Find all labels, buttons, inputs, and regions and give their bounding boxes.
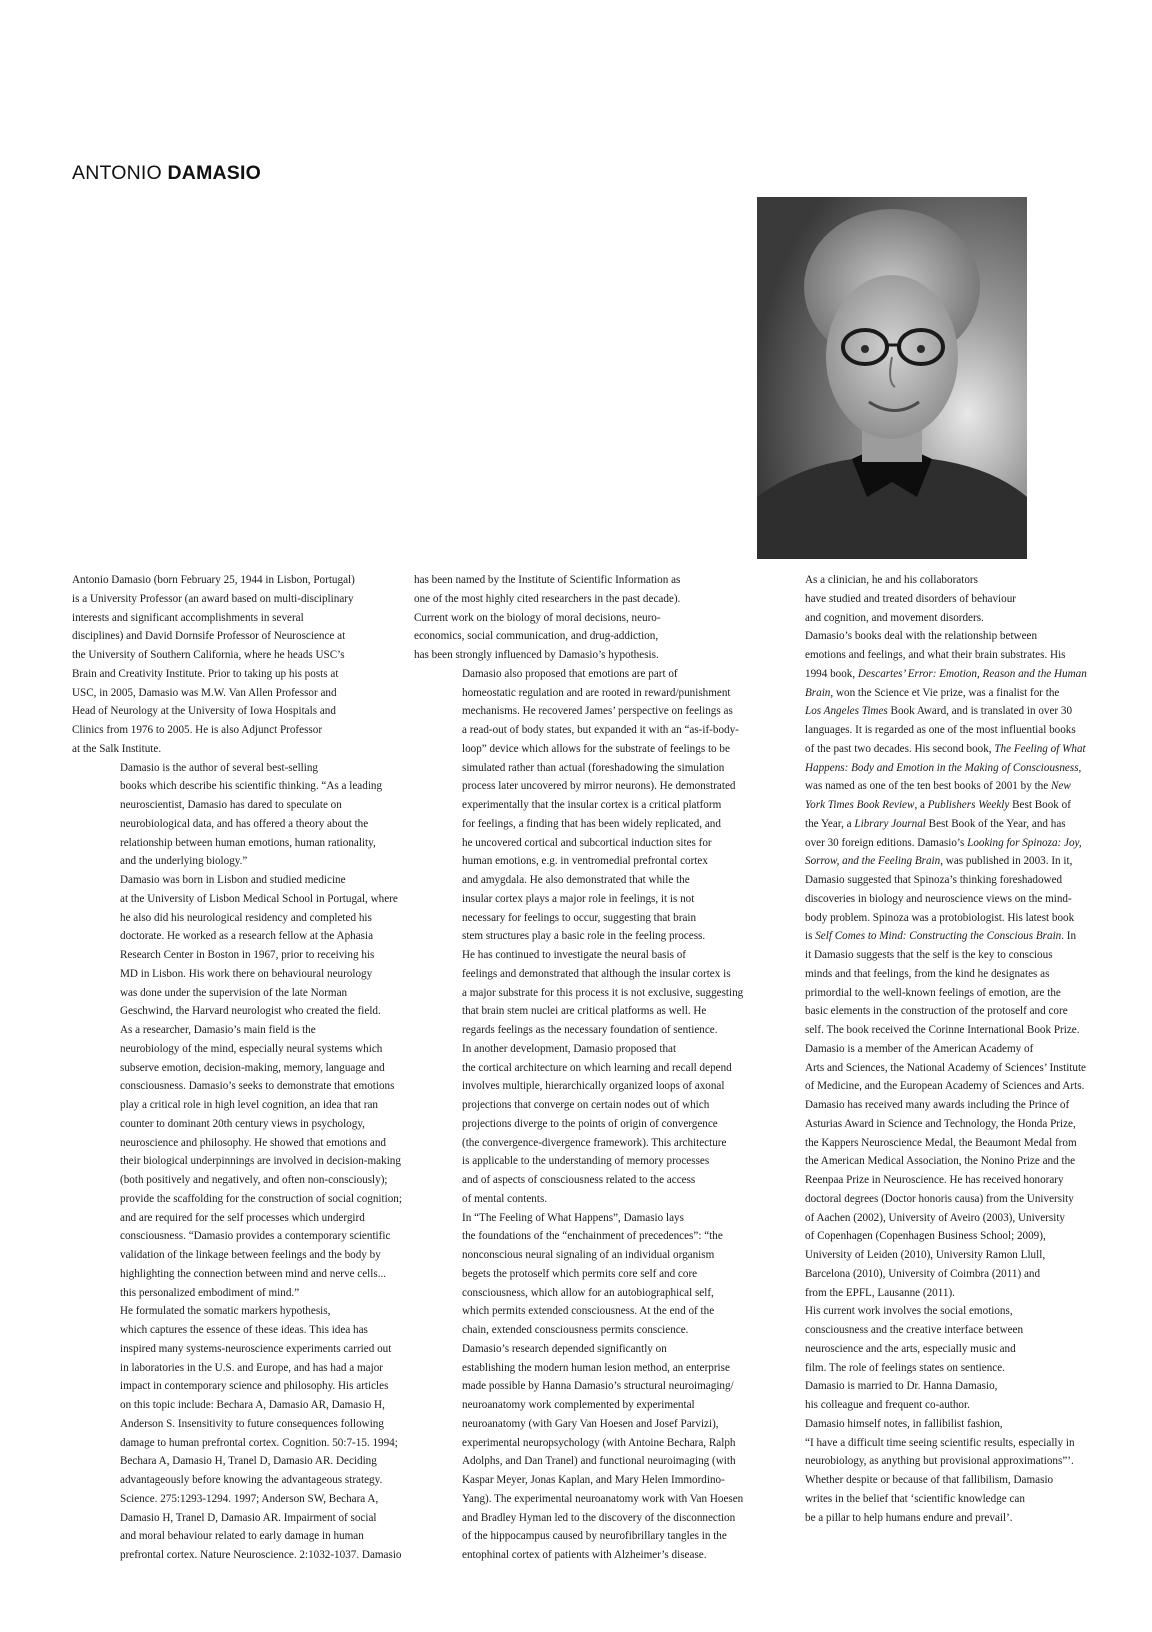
text-line: neurobiology, as anything but provisional approximations”’. xyxy=(805,1455,1074,1468)
text-line: writes in the belief that ‘scientific knowledge can xyxy=(805,1492,1025,1505)
text-line: in laboratories in the U.S. and Europe, and has had a major xyxy=(120,1361,383,1374)
text-line: In “The Feeling of What Happens”, Damasio lays xyxy=(462,1211,684,1224)
text-line: insular cortex plays a major role in feelings, it is not xyxy=(462,892,695,905)
text-line: MD in Lisbon. His work there on behavioural neurology xyxy=(120,967,373,980)
text-line: Asturias Award in Science and Technology, the Honda Prize, xyxy=(805,1117,1076,1130)
heading-last-name: DAMASIO xyxy=(167,162,261,184)
text-line: experimental neuropsychology (with Antoine Bechara, Ralph xyxy=(462,1436,736,1449)
text-line: mechanisms. He recovered James’ perspective on feelings as xyxy=(462,705,733,718)
text-line: at the Salk Institute. xyxy=(72,742,162,755)
text-line: relationship between human emotions, human rationality, xyxy=(120,836,376,849)
text-line: books which describe his scientific thinking. “As a leading xyxy=(120,780,383,793)
text-line: (both positively and negatively, and often non-consciously); xyxy=(120,1174,388,1186)
text-line: has been strongly influenced by Damasio’s hypothesis. xyxy=(414,649,659,661)
text-line: that brain stem nuclei are critical platforms as well. He xyxy=(462,1005,707,1018)
paragraph xyxy=(757,1415,1083,1528)
text-line: Barcelona (2010), University of Coimbra (2011) and xyxy=(805,1267,1041,1280)
text-column-1 xyxy=(72,571,400,1565)
text-line: one of the most highly cited researchers in the past decade). xyxy=(414,592,681,605)
text-line: of mental contents. xyxy=(462,1192,548,1205)
text-line: their biological underpinnings are involved in decision-making xyxy=(120,1155,401,1168)
text-line: damage to human prefrontal cortex. Cognition. 50:7-15. 1994; xyxy=(120,1436,398,1449)
text-line: neuroscience and the arts, especially music and xyxy=(805,1342,1016,1355)
text-line: Damasio is a member of the American Academy of xyxy=(805,1042,1034,1055)
text-line: disciplines) and David Dornsife Professor of Neuroscience at xyxy=(72,630,346,643)
text-line: at the University of Lisbon Medical School in Portugal, where xyxy=(120,892,398,905)
text-line: Damasio is married to Dr. Hanna Damasio, xyxy=(805,1380,998,1393)
text-line: Damasio has received many awards including the Prince of xyxy=(805,1099,1070,1111)
heading-first-name: ANTONIO xyxy=(72,162,162,184)
text-line: the cortical architecture on which learning and recall depend xyxy=(462,1061,732,1074)
paragraph xyxy=(757,1040,1087,1303)
text-line: projections diverge to the points of origin of convergence xyxy=(462,1117,718,1130)
text-line: and are required for the self processes which undergird xyxy=(120,1211,365,1224)
text-line: emotions and feelings, and what their brain substrates. His xyxy=(805,649,1066,661)
text-line: the American Medical Association, the Nonino Prize and the xyxy=(805,1155,1076,1168)
text-line: Happens: Body and Emotion in the Making of Consciousness, xyxy=(805,761,1082,774)
text-line: Los Angeles Times Book Award, and is translated in over 30 xyxy=(805,705,1073,718)
text-line: process later uncovered by mirror neurons). He demonstrated xyxy=(462,780,736,793)
text-line: doctoral degrees (Doctor honoris causa) from the University xyxy=(805,1192,1074,1205)
text-line: “I have a difficult time seeing scientific results, especially in xyxy=(805,1436,1075,1449)
paragraph xyxy=(414,665,742,946)
text-line: of Aachen (2002), University of Aveiro (2003), University xyxy=(805,1211,1065,1224)
text-line: discoveries in biology and neuroscience views on the mind- xyxy=(805,892,1072,905)
text-line: basic elements in the construction of the protoself and core xyxy=(805,1005,1068,1018)
text-line: is applicable to the understanding of memory processes xyxy=(462,1155,710,1168)
text-line: primordial to the well-known feelings of emotion, are the xyxy=(805,986,1061,999)
text-line: he uncovered cortical and subcortical induction sites for xyxy=(462,836,712,849)
text-line: Damasio was born in Lisbon and studied medicine xyxy=(120,874,346,886)
text-line: Yang). The experimental neuroanatomy work with Van Hoesen xyxy=(462,1492,744,1505)
text-line: is a University Professor (an award based on multi-disciplinary xyxy=(72,592,354,605)
text-line: Clinics from 1976 to 2005. He is also Adjunct Professor xyxy=(72,724,323,736)
text-line: and Bradley Hyman led to the discovery of the disconnection xyxy=(462,1511,736,1524)
text-line: projections that converge on certain nodes out of which xyxy=(462,1099,710,1111)
text-line: consciousness and the creative interface between xyxy=(805,1324,1024,1336)
text-line: Brain and Creativity Institute. Prior to taking up his posts at xyxy=(72,667,339,680)
text-line: simulated rather than actual (foreshadowing the simulation xyxy=(462,761,725,774)
text-line: (the convergence-divergence framework). This architecture xyxy=(462,1136,727,1149)
portrait-photo xyxy=(757,197,1027,559)
text-line: Damasio H, Tranel D, Damasio AR. Impairment of social xyxy=(120,1511,377,1524)
text-line: human emotions, e.g. in ventromedial prefrontal cortex xyxy=(462,855,708,868)
text-line: the Kappers Neuroscience Medal, the Beaumont Medal from xyxy=(805,1136,1077,1149)
text-line: Damasio himself notes, in fallibilist fashion, xyxy=(805,1417,1003,1430)
text-line: this personalized embodiment of mind.” xyxy=(120,1286,300,1299)
text-line: advantageously before knowing the advantageous strategy. xyxy=(120,1474,383,1486)
text-line: Damasio is the author of several best-selling xyxy=(120,761,319,774)
text-line: consciousness. Damasio’s seeks to demonstrate that emotions xyxy=(120,1080,395,1093)
text-line: and of aspects of consciousness related to the access xyxy=(462,1174,696,1186)
paragraph xyxy=(757,627,1087,1040)
text-line: impact in contemporary science and philosophy. His articles xyxy=(120,1380,389,1393)
text-line: interests and significant accomplishments in several xyxy=(72,611,304,624)
text-line: Arts and Sciences, the National Academy of Sciences’ Institute xyxy=(805,1061,1087,1074)
text-line: Damasio’s books deal with the relationship between xyxy=(805,630,1038,643)
text-line: Current work on the biology of moral decisions, neuro- xyxy=(414,611,661,624)
text-line: 1994 book, Descartes’ Error: Emotion, Reason and the Human xyxy=(805,667,1087,680)
text-line: be a pillar to help humans endure and prevail’. xyxy=(805,1511,1013,1524)
text-line: prefrontal cortex. Nature Neuroscience. 2:1032-1037. Damasio xyxy=(120,1549,402,1561)
text-column-2 xyxy=(414,571,742,1565)
text-line: highlighting the connection between mind and nerve cells... xyxy=(120,1267,387,1280)
text-line: nonconscious neural signaling of an individual organism xyxy=(462,1249,715,1261)
text-line: Geschwind, the Harvard neurologist who created the field. xyxy=(120,1005,381,1018)
paragraph xyxy=(72,1302,400,1565)
text-line: film. The role of feelings states on sentience. xyxy=(805,1361,1005,1374)
text-line: stem structures play a basic role in the feeling process. xyxy=(462,930,706,943)
text-line: establishing the modern human lesion method, an enterprise xyxy=(462,1361,730,1374)
text-line: Reenpaa Prize in Neuroscience. He has received honorary xyxy=(805,1174,1064,1186)
text-line: consciousness. “Damasio provides a contemporary scientific xyxy=(120,1230,391,1243)
text-line: involves multiple, hierarchically organized loops of axonal xyxy=(462,1080,725,1093)
text-line: he also did his neurological residency and completed his xyxy=(120,911,372,924)
text-line: and cognition, and movement disorders. xyxy=(805,611,984,624)
paragraph xyxy=(414,1040,742,1209)
text-line: Brain, won the Science et Vie prize, was a finalist for the xyxy=(805,686,1060,699)
paragraph xyxy=(757,1377,1083,1415)
text-line: neurobiological data, and has offered a theory about the xyxy=(120,817,369,830)
text-line: Antonio Damasio (born February 25, 1944 in Lisbon, Portugal) xyxy=(72,574,355,586)
text-line: play a critical role in high level cognition, an idea that ran xyxy=(120,1099,378,1111)
text-line: Damasio also proposed that emotions are part of xyxy=(462,667,678,680)
text-line: of Medicine, and the European Academy of Sciences and Arts. xyxy=(805,1080,1085,1093)
text-line: counter to dominant 20th century views in psychology, xyxy=(120,1117,365,1130)
paragraph xyxy=(414,946,742,1040)
text-line: As a researcher, Damasio’s main field is the xyxy=(120,1024,316,1036)
text-line: Head of Neurology at the University of Iowa Hospitals and xyxy=(72,705,336,718)
text-line: He formulated the somatic markers hypothesis, xyxy=(120,1305,331,1318)
text-line: was named as one of the ten best books of 2001 by the New xyxy=(805,780,1071,793)
text-line: languages. It is regarded as one of the most influential books xyxy=(805,724,1076,736)
text-line: provide the scaffolding for the construction of social cognition; xyxy=(120,1192,402,1205)
text-line: for feelings, a finding that has been widely replicated, and xyxy=(462,817,721,830)
text-line: His current work involves the social emotions, xyxy=(805,1305,1013,1318)
text-line: neuroanatomy work complemented by experimental xyxy=(462,1399,695,1411)
text-line: neurobiology of the mind, especially neural systems which xyxy=(120,1042,383,1055)
text-line: a read-out of body states, but expanded it with an “as-if-body- xyxy=(462,724,739,736)
text-line: Sorrow, and the Feeling Brain, was published in 2003. In it, xyxy=(805,855,1073,868)
paragraph xyxy=(72,1021,400,1302)
text-line: and amygdala. He also demonstrated that while the xyxy=(462,874,690,886)
text-line: neuroscientist, Damasio has dared to speculate on xyxy=(120,799,342,811)
text-line: have studied and treated disorders of behaviour xyxy=(805,592,1016,605)
text-line: necessary for feelings to occur, suggesting that brain xyxy=(462,911,697,924)
text-line: body problem. Spinoza was a protobiologist. His latest book xyxy=(805,911,1075,924)
text-line: the University of Southern California, where he heads USC’s xyxy=(72,649,345,661)
text-line: and moral behaviour related to early damage in human xyxy=(120,1530,364,1543)
portrait-image xyxy=(757,197,1027,559)
text-line: In another development, Damasio proposed that xyxy=(462,1042,677,1055)
text-line: neuroscience and philosophy. He showed that emotions and xyxy=(120,1136,386,1149)
text-line: inspired many systems-neuroscience experiments carried out xyxy=(120,1342,392,1355)
text-line: minds and that feelings, from the kind he designates as xyxy=(805,967,1050,980)
text-line: feelings and demonstrated that although the insular cortex is xyxy=(462,967,731,980)
text-line: Whether despite or because of that fallibilism, Damasio xyxy=(805,1474,1054,1486)
text-line: Science. 275:1293-1294. 1997; Anderson SW, Bechara A, xyxy=(120,1492,379,1505)
text-line: was done under the supervision of the late Norman xyxy=(120,986,348,999)
text-line: of Copenhagen (Copenhagen Business School; 2009), xyxy=(805,1230,1046,1243)
text-line: it Damasio suggests that the self is the key to conscious xyxy=(805,949,1053,961)
text-line: experimentally that the insular cortex is a critical platform xyxy=(462,799,722,811)
text-line: has been named by the Institute of Scientific Information as xyxy=(414,574,681,586)
text-line: Adolphs, and Dan Tranel) and functional neuroimaging (with xyxy=(462,1455,736,1468)
text-line: validation of the linkage between feelings and the body by xyxy=(120,1249,381,1261)
text-line: York Times Book Review, a Publishers Weekly Best Book of xyxy=(805,799,1071,811)
paragraph xyxy=(72,571,400,759)
text-line: Anderson S. Insensitivity to future consequences following xyxy=(120,1417,384,1430)
text-line: from the EPFL, Lausanne (2011). xyxy=(805,1286,955,1299)
paragraph xyxy=(414,571,742,665)
text-line: a major substrate for this process it is not exclusive, suggesting xyxy=(462,986,744,999)
text-line: doctorate. He worked as a research fellow at the Aphasia xyxy=(120,930,374,943)
text-line: chain, extended consciousness permits conscience. xyxy=(462,1324,689,1336)
text-line: regards feelings as the necessary foundation of sentience. xyxy=(462,1024,718,1036)
text-line: self. The book received the Corinne International Book Prize. xyxy=(805,1024,1080,1036)
text-line: He has continued to investigate the neural basis of xyxy=(462,949,686,961)
text-line: economics, social communication, and drug-addiction, xyxy=(414,630,659,643)
paragraph xyxy=(757,571,1083,627)
text-line: begets the protoself which permits core self and core xyxy=(462,1267,698,1280)
text-line: entophinal cortex of patients with Alzheimer’s disease. xyxy=(462,1549,707,1561)
text-line: Kaspar Meyer, Jonas Kaplan, and Mary Helen Immordino- xyxy=(462,1474,725,1486)
text-line: Damasio suggested that Spinoza’s thinking foreshadowed xyxy=(805,874,1063,886)
paragraph xyxy=(414,1209,742,1340)
text-line: subserve emotion, decision-making, memory, language and xyxy=(120,1061,385,1074)
text-line: made possible by Hanna Damasio’s structural neuroimaging/ xyxy=(462,1380,734,1393)
text-line: As a clinician, he and his collaborators xyxy=(805,574,978,586)
paragraph xyxy=(72,871,400,1021)
paragraph xyxy=(757,1302,1083,1377)
text-line: USC, in 2005, Damasio was M.W. Van Allen Professor and xyxy=(72,686,337,699)
paragraph xyxy=(414,1340,742,1565)
text-line: his colleague and frequent co-author. xyxy=(805,1399,970,1411)
text-line: Bechara A, Damasio H, Tranel D, Damasio AR. Deciding xyxy=(120,1455,377,1468)
page-heading xyxy=(72,162,261,185)
text-line: and the underlying biology.” xyxy=(120,855,248,868)
text-line: Damasio’s research depended significantly on xyxy=(462,1342,667,1355)
text-line: homeostatic regulation and are rooted in reward/punishment xyxy=(462,686,731,699)
text-line: the Year, a Library Journal Best Book of the Year, and has xyxy=(805,817,1066,830)
paragraph xyxy=(72,759,400,872)
text-line: on this topic include: Bechara A, Damasio AR, Damasio H, xyxy=(120,1399,385,1411)
text-line: the foundations of the “enchainment of precedences”: “the xyxy=(462,1230,723,1243)
text-line: is Self Comes to Mind: Constructing the Conscious Brain. In xyxy=(805,930,1077,943)
text-line: over 30 foreign editions. Damasio’s Looking for Spinoza: Joy, xyxy=(805,836,1082,849)
text-line: of the hippocampus caused by neurofibrillary tangles in the xyxy=(462,1530,727,1543)
text-line: consciousness, which allow for an autobiographical self, xyxy=(462,1286,714,1299)
text-line: Research Center in Boston in 1967, prior to receiving his xyxy=(120,949,375,961)
text-column-3 xyxy=(757,571,1087,1527)
text-line: which permits extended consciousness. At the end of the xyxy=(462,1305,715,1318)
text-line: loop” device which allows for the substrate of feelings to be xyxy=(462,742,730,755)
text-line: of the past two decades. His second book, The Feeling of What xyxy=(805,742,1086,755)
text-line: neuroanatomy (with Gary Van Hoesen and Josef Parvizi), xyxy=(462,1417,719,1430)
text-line: which captures the essence of these ideas. This idea has xyxy=(120,1324,368,1336)
text-line: University of Leiden (2010), University Ramon Llull, xyxy=(805,1249,1046,1261)
